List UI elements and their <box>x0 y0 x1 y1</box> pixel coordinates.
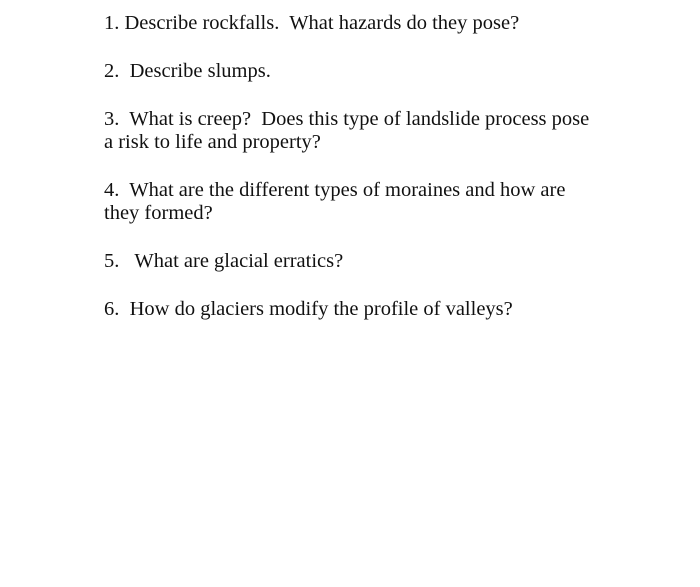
question-2: 2. Describe slumps. <box>104 60 271 82</box>
question-4: 4. What are the different types of moraines and how are they formed? <box>104 179 566 224</box>
question-3: 3. What is creep? Does this type of landslide process pose a risk to life and property? <box>104 108 590 153</box>
question-6: 6. How do glaciers modify the profile of valleys? <box>104 298 513 320</box>
question-1: 1. Describe rockfalls. What hazards do they pose? <box>104 12 520 34</box>
question-list <box>104 12 604 346</box>
question-5: 5. What are glacial erratics? <box>104 250 344 272</box>
